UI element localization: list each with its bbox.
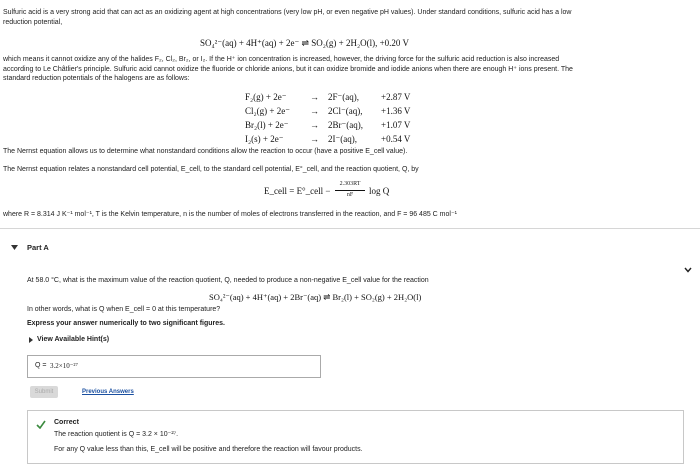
halide-cl2-right: 2Cl⁻(aq), — [328, 106, 363, 116]
feedback-title: Correct — [54, 419, 79, 426]
feedback-box — [27, 410, 684, 464]
hint-triangle-icon[interactable] — [28, 336, 34, 343]
nernst-fraction-numerator: 2.303RT — [339, 181, 361, 187]
halide-f2-right: 2F⁻(aq), — [328, 92, 359, 102]
intro-line-1: Sulfuric acid is a very strong acid that can act as an oxidizing agent at high concentrations (very low pH, or even negative pH values). Under standard conditions, sulfuric acid has a low — [3, 9, 572, 16]
collapse-chevron-icon[interactable] — [10, 243, 18, 251]
nernst-line-2: The Nernst equation relates a nonstandard cell potential, E_cell, to the standard cell potential, E°_cell, and the reaction quotient, Q, by — [3, 166, 419, 173]
halide-i2-potential: +0.54 V — [381, 134, 411, 144]
intro-line-3: which means it cannot oxidize any of the halides F₂, Cl₂, Br₂, or I₂. If the H⁺ ion concentration is increased, however, the driving force for the sulfuric acid reduction is also increased — [3, 56, 560, 63]
nernst-where: where R = 8.314 J K⁻¹ mol⁻¹, T is the Kelvin temperature, n is the number of moles of electrons transferred in the reaction, and F = 96 485 C mol⁻¹ — [3, 211, 457, 218]
instructions-text: Express your answer numerically to two significant figures. — [27, 320, 225, 327]
halide-i2-arrow: → — [310, 134, 319, 144]
halide-br2-left: Br₂(l) + 2e⁻ — [245, 120, 289, 130]
chevron-down-icon[interactable] — [683, 265, 693, 275]
halide-br2-right: 2Br⁻(aq), — [328, 120, 363, 130]
view-hints-link[interactable]: View Available Hint(s) — [37, 336, 110, 343]
target-reaction: SO₄²⁻(aq) + 4H⁺(aq) + 2Br⁻(aq) ⇌ Br₂(l) + SO₂(g) + 2H₂O(l) — [209, 292, 422, 302]
answer-box[interactable] — [27, 355, 321, 378]
halide-cl2-potential: +1.36 V — [381, 106, 411, 116]
feedback-line-2: For any Q value less than this, E_cell will be positive and therefore the reaction will favour products. — [54, 446, 363, 453]
section-divider — [0, 228, 700, 229]
halide-br2-arrow: → — [310, 120, 319, 130]
sulfuric-reduction-equation: SO₄²⁻(aq) + 4H⁺(aq) + 2e⁻ ⇌ SO₂(g) + 2H₂O(l), +0.20 V — [200, 38, 410, 48]
nernst-line-1: The Nernst equation allows us to determine what nonstandard conditions allow the reaction to occur (have a positive E_cell value). — [3, 148, 408, 155]
halide-cl2-left: Cl₂(g) + 2e⁻ — [245, 106, 290, 116]
halide-i2-right: 2I⁻(aq), — [328, 134, 357, 144]
answer-prefix: Q = — [35, 362, 47, 369]
halide-i2-left: I₂(s) + 2e⁻ — [245, 134, 284, 144]
part-a-label[interactable]: Part A — [27, 243, 49, 252]
halide-br2-potential: +1.07 V — [381, 120, 411, 130]
intro-line-4: according to Le Châtlier's principle. Sulfuric acid cannot oxidize the fluoride or chloride anions, but it can oxidize bromide and iodide anions when there are enough H⁺ ions present. The — [3, 66, 573, 73]
nernst-lhs: E_cell = E°_cell − — [264, 186, 331, 196]
nernst-fraction-bar — [335, 190, 365, 191]
halide-f2-potential: +2.87 V — [381, 92, 411, 102]
nernst-log: log Q — [369, 186, 390, 196]
nernst-fraction-denominator: nF — [346, 192, 354, 198]
checkmark-icon — [36, 419, 46, 429]
halide-cl2-arrow: → — [310, 106, 319, 116]
question-text: At 58.0 °C, what is the maximum value of the reaction quotient, Q, needed to produce a non-negative E_cell value for the reaction — [27, 277, 429, 284]
intro-line-5: standard reduction potentials of the halogens are as follows: — [3, 75, 190, 82]
previous-answers-link[interactable]: Previous Answers — [82, 389, 134, 395]
other-words-text: In other words, what is Q when E_cell = 0 at this temperature? — [27, 306, 221, 313]
answer-value[interactable]: 3.2×10⁻²⁷ — [50, 362, 78, 370]
feedback-line-1: The reaction quotient is Q = 3.2 × 10⁻²⁷. — [54, 431, 179, 438]
submit-button[interactable]: Submit — [30, 386, 58, 398]
intro-line-2: reduction potential, — [3, 19, 63, 26]
halide-f2-arrow: → — [310, 92, 319, 102]
halide-f2-left: F₂(g) + 2e⁻ — [245, 92, 287, 102]
